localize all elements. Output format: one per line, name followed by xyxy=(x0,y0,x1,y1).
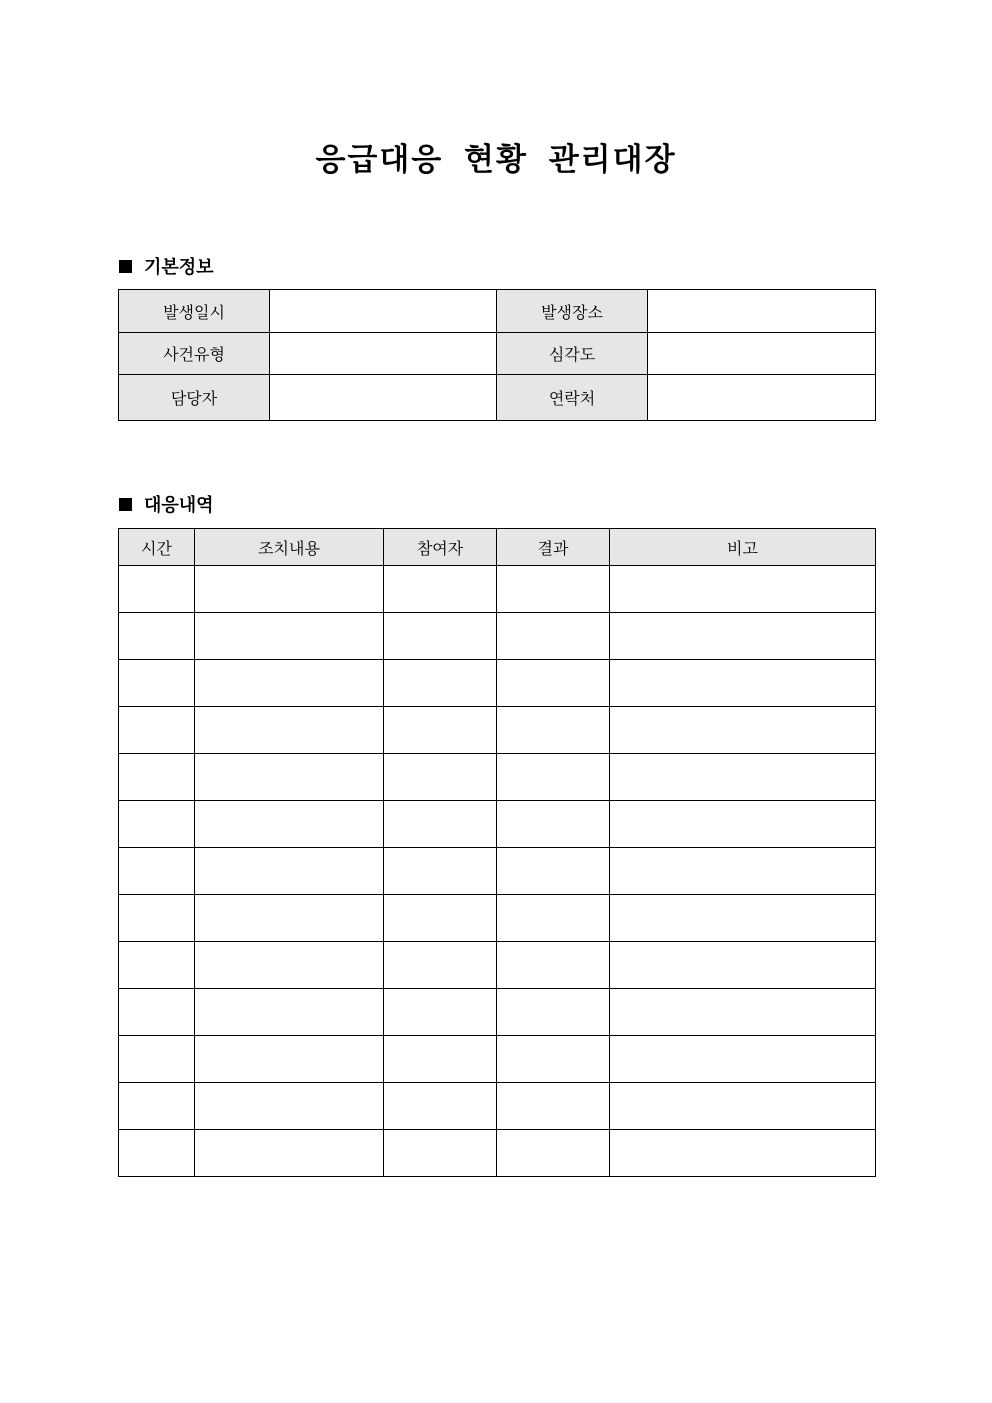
table-row xyxy=(119,754,876,801)
result-cell[interactable] xyxy=(497,707,610,754)
participants-cell[interactable] xyxy=(384,801,497,848)
result-cell[interactable] xyxy=(497,1036,610,1083)
table-row xyxy=(119,290,876,333)
time-cell[interactable] xyxy=(119,989,195,1036)
response-log-table xyxy=(118,528,876,1177)
remarks-cell[interactable] xyxy=(610,942,876,989)
section-heading-response xyxy=(119,491,214,517)
participants-cell[interactable] xyxy=(384,989,497,1036)
remarks-cell[interactable] xyxy=(610,1036,876,1083)
square-bullet-icon xyxy=(119,260,132,273)
time-cell[interactable] xyxy=(119,613,195,660)
remarks-cell[interactable] xyxy=(610,754,876,801)
column-header-action: 조치내용 xyxy=(195,529,384,566)
table-row xyxy=(119,989,876,1036)
action-cell[interactable] xyxy=(195,1130,384,1177)
remarks-cell[interactable] xyxy=(610,613,876,660)
column-header-participants: 참여자 xyxy=(384,529,497,566)
time-cell[interactable] xyxy=(119,848,195,895)
time-cell[interactable] xyxy=(119,895,195,942)
action-cell[interactable] xyxy=(195,707,384,754)
section-heading-basic-info xyxy=(119,253,214,279)
time-cell[interactable] xyxy=(119,660,195,707)
action-cell[interactable] xyxy=(195,1036,384,1083)
incident-type-label: 사건유형 xyxy=(119,333,270,375)
result-cell[interactable] xyxy=(497,895,610,942)
result-cell[interactable] xyxy=(497,1130,610,1177)
table-row xyxy=(119,895,876,942)
table-header-row xyxy=(119,529,876,566)
result-cell[interactable] xyxy=(497,942,610,989)
action-cell[interactable] xyxy=(195,660,384,707)
severity-label: 심각도 xyxy=(497,333,648,375)
action-cell[interactable] xyxy=(195,754,384,801)
result-cell[interactable] xyxy=(497,754,610,801)
table-row xyxy=(119,707,876,754)
action-cell[interactable] xyxy=(195,895,384,942)
time-cell[interactable] xyxy=(119,1036,195,1083)
remarks-cell[interactable] xyxy=(610,989,876,1036)
occurrence-datetime-field[interactable] xyxy=(270,290,497,333)
table-row xyxy=(119,333,876,375)
action-cell[interactable] xyxy=(195,1083,384,1130)
severity-field[interactable] xyxy=(648,333,876,375)
time-cell[interactable] xyxy=(119,1130,195,1177)
participants-cell[interactable] xyxy=(384,1083,497,1130)
remarks-cell[interactable] xyxy=(610,1083,876,1130)
basic-info-table xyxy=(118,289,876,421)
incident-type-field[interactable] xyxy=(270,333,497,375)
table-row xyxy=(119,613,876,660)
action-cell[interactable] xyxy=(195,942,384,989)
result-cell[interactable] xyxy=(497,566,610,613)
remarks-cell[interactable] xyxy=(610,848,876,895)
column-header-time: 시간 xyxy=(119,529,195,566)
time-cell[interactable] xyxy=(119,754,195,801)
page-title: 응급대응 현황 관리대장 xyxy=(315,142,677,178)
remarks-cell[interactable] xyxy=(610,895,876,942)
time-cell[interactable] xyxy=(119,942,195,989)
table-row xyxy=(119,660,876,707)
time-cell[interactable] xyxy=(119,1083,195,1130)
action-cell[interactable] xyxy=(195,848,384,895)
column-header-result: 결과 xyxy=(497,529,610,566)
action-cell[interactable] xyxy=(195,613,384,660)
table-row xyxy=(119,1083,876,1130)
occurrence-location-label: 발생장소 xyxy=(497,290,648,333)
action-cell[interactable] xyxy=(195,566,384,613)
action-cell[interactable] xyxy=(195,989,384,1036)
table-row xyxy=(119,942,876,989)
square-bullet-icon xyxy=(119,498,132,511)
participants-cell[interactable] xyxy=(384,942,497,989)
time-cell[interactable] xyxy=(119,707,195,754)
occurrence-datetime-label: 발생일시 xyxy=(119,290,270,333)
section-heading-label: 기본정보 xyxy=(144,257,214,278)
manager-field[interactable] xyxy=(270,375,497,421)
remarks-cell[interactable] xyxy=(610,566,876,613)
result-cell[interactable] xyxy=(497,1083,610,1130)
result-cell[interactable] xyxy=(497,613,610,660)
remarks-cell[interactable] xyxy=(610,660,876,707)
table-row xyxy=(119,375,876,421)
participants-cell[interactable] xyxy=(384,848,497,895)
participants-cell[interactable] xyxy=(384,707,497,754)
remarks-cell[interactable] xyxy=(610,801,876,848)
remarks-cell[interactable] xyxy=(610,707,876,754)
action-cell[interactable] xyxy=(195,801,384,848)
result-cell[interactable] xyxy=(497,848,610,895)
manager-label: 담당자 xyxy=(119,375,270,421)
participants-cell[interactable] xyxy=(384,754,497,801)
remarks-cell[interactable] xyxy=(610,1130,876,1177)
participants-cell[interactable] xyxy=(384,660,497,707)
result-cell[interactable] xyxy=(497,801,610,848)
participants-cell[interactable] xyxy=(384,1130,497,1177)
time-cell[interactable] xyxy=(119,801,195,848)
participants-cell[interactable] xyxy=(384,1036,497,1083)
occurrence-location-field[interactable] xyxy=(648,290,876,333)
participants-cell[interactable] xyxy=(384,895,497,942)
table-row xyxy=(119,848,876,895)
participants-cell[interactable] xyxy=(384,613,497,660)
result-cell[interactable] xyxy=(497,660,610,707)
table-row xyxy=(119,1130,876,1177)
table-row xyxy=(119,566,876,613)
table-row xyxy=(119,801,876,848)
result-cell[interactable] xyxy=(497,989,610,1036)
table-row xyxy=(119,1036,876,1083)
section-heading-label: 대응내역 xyxy=(144,495,214,516)
contact-label: 연락처 xyxy=(497,375,648,421)
column-header-remarks: 비고 xyxy=(610,529,876,566)
contact-field[interactable] xyxy=(648,375,876,421)
time-cell[interactable] xyxy=(119,566,195,613)
participants-cell[interactable] xyxy=(384,566,497,613)
